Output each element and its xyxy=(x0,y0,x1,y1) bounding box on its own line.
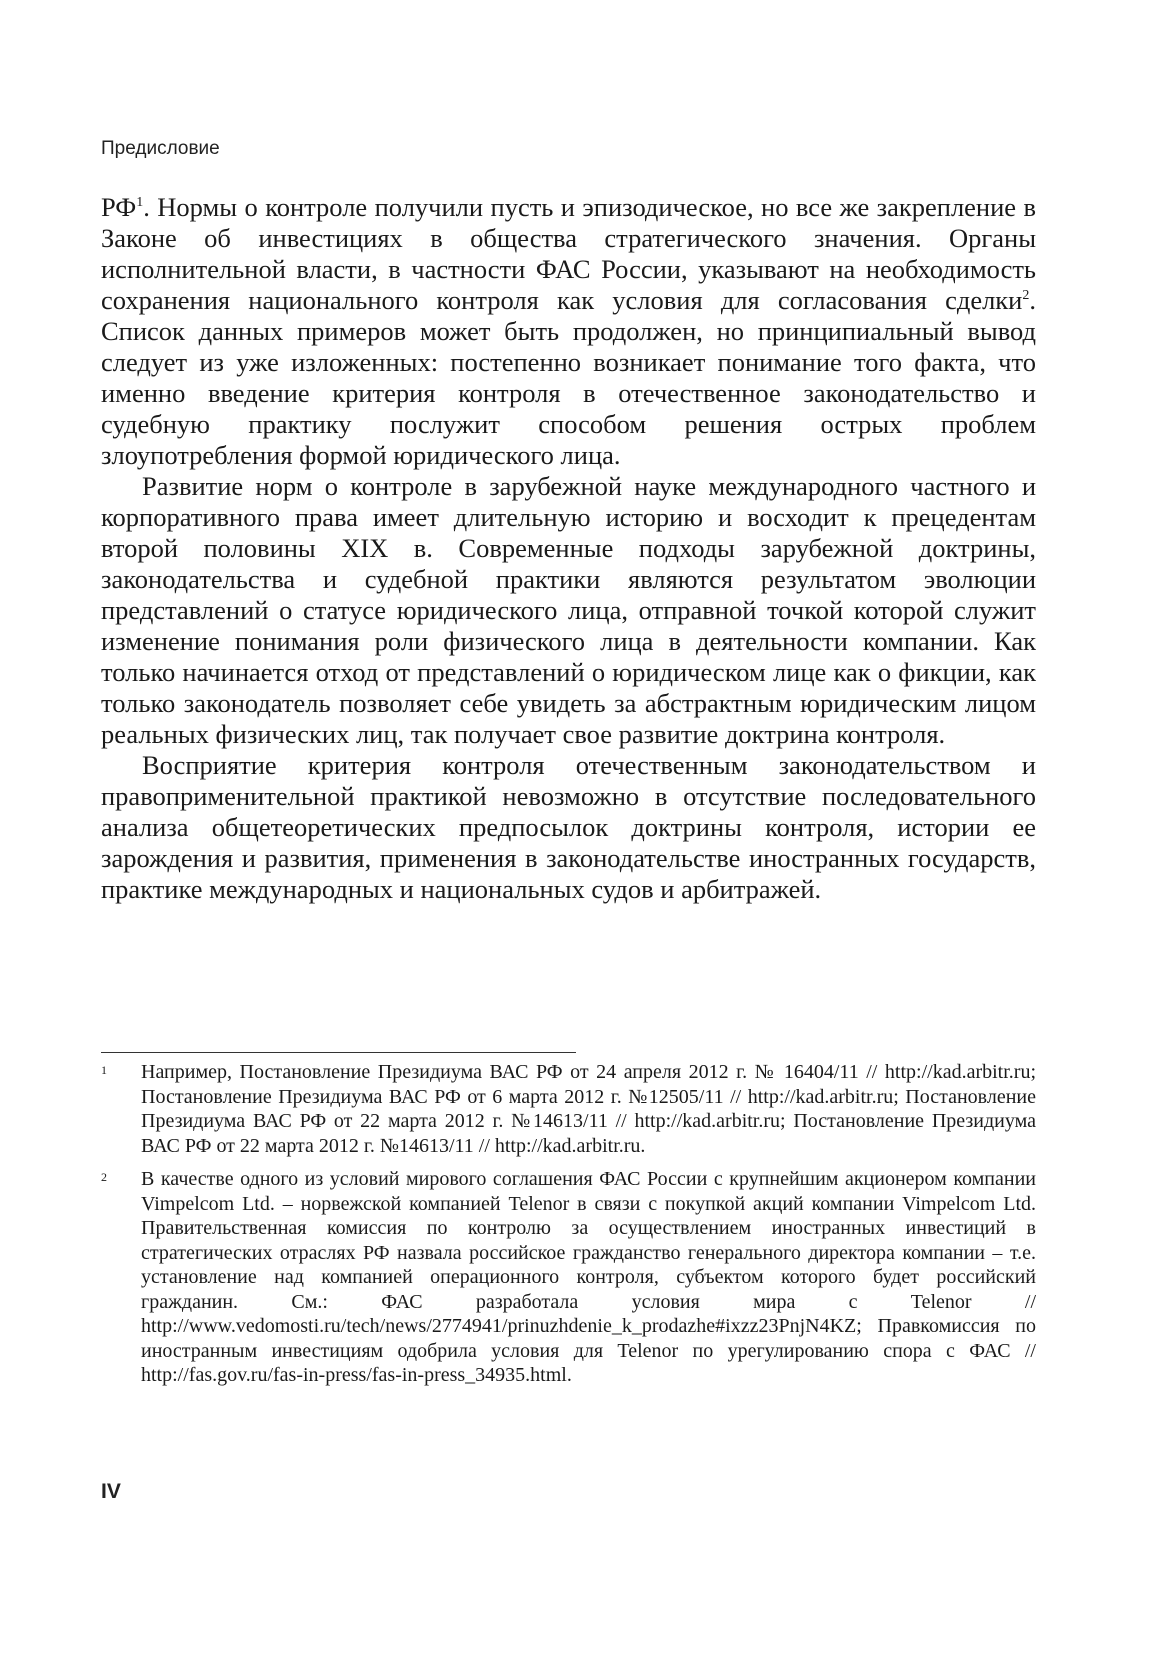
footnotes xyxy=(101,1060,1036,1397)
page-number: IV xyxy=(101,1480,121,1503)
footnote-number: 2 xyxy=(101,1170,107,1184)
footnote-text: В качестве одного из условий мирового соглашения ФАС России с крупнейшим акционером компании Vimpelcom Ltd. – норвежской компанией Telenor в связи с покупкой акций компании Vimpelcom Ltd. Правительственная комиссия по контролю за осуществлением иностранных инвестиций в стратегических отраслях РФ назвала российское гражданство генерального директора компании – т.е. установление над компанией операционного контроля, субъектом которого будет российский гражданин. См.: ФАС разработала условия мира с Telenor // http://www.vedomosti.ru/tech/news/2774941/prinuzhdenie_k_prodazhe#ixzz23PnjN4KZ; Правкомиссия по иностранным инвестициям одобрила условия для Telenor по урегулированию спора с ФАС // http://fas.gov.ru/fas-in-press/fas-in-press_34935.html. xyxy=(141,1168,1036,1386)
running-head: Предисловие xyxy=(101,138,220,159)
paragraph-3: Восприятие критерия контроля отечественным законодательством и правоприменительной практикой невозможно в отсутствие последовательного анализа общетеоретических предпосылок доктрины контроля, истории ее зарождения и развития, применения в законодательстве иностранных государств, практике международных и национальных судов и арбитражей. xyxy=(101,750,1036,904)
footnote-text: Например, Постановление Президиума ВАС РФ от 24 апреля 2012 г. № 16404/11 // http://kad.arbitr.ru; Постановление Президиума ВАС РФ от 6 марта 2012 г. №12505/11 // http://kad.arbitr.ru; Постановление Президиума ВАС РФ от 22 марта 2012 г. №14613/11 // http://kad.arbitr.ru; Постановление Президиума ВАС РФ от 22 марта 2012 г. №14613/11 // http://kad.arbitr.ru. xyxy=(141,1061,1036,1157)
footnote-divider xyxy=(101,1052,576,1053)
paragraph-2: Развитие норм о контроле в зарубежной науке международного частного и корпоративного права имеет длительную историю и восходит к прецедентам второй половины XIX в. Современные подходы зарубежной доктрины, законодательства и судебной практики являются результатом эволюции представлений о статусе юридического лица, отправной точкой которой служит изменение понимания роли физического лица в деятельности компании. Как только начинается отход от представлений о юридическом лице как о фикции, как только законодатель позволяет себе увидеть за абстрактным юридическим лицом реальных физических лиц, так получает свое развитие доктрина контроля. xyxy=(101,471,1036,749)
footnote xyxy=(101,1167,1036,1388)
footnote-number: 1 xyxy=(101,1063,107,1077)
main-text xyxy=(101,192,1036,905)
paragraph-1: РФ$^1$. Нормы о контроле получили пусть и эпизодическое, но все же закрепление в Законе об инвестициях в общества стратегического значения. Органы исполнительной власти, в частности ФАС России, указывают на необходимость сохранения национального контроля как условия для согласования сделки$^2$. Список данных примеров может быть продолжен, но принципиальный вывод следует из уже изложенных: постепенно возникает понимание того факта, что именно введение критерия контроля в отечественное законодательство и судебную практику послужит способом решения острых проблем злоупотребления формой юридического лица. xyxy=(101,192,1036,470)
footnote-ref-2[interactable]: 2 xyxy=(1022,288,1030,304)
footnote-ref-1[interactable]: 1 xyxy=(136,195,144,211)
footnote xyxy=(101,1060,1036,1158)
